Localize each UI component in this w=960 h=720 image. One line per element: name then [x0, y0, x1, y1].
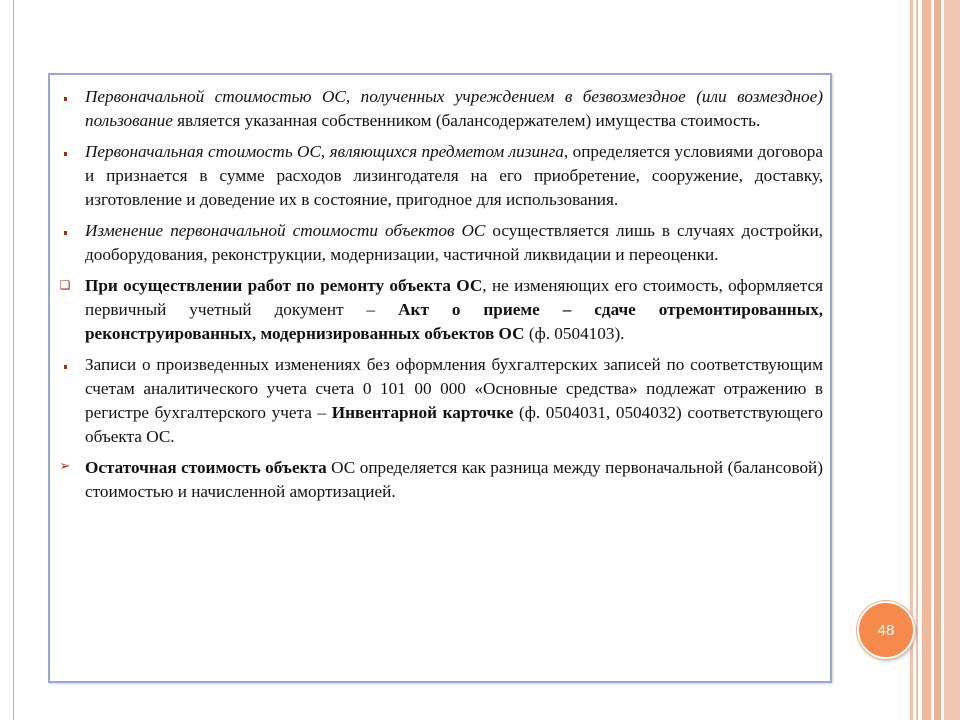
list-item [85, 140, 823, 212]
text-run: Первоначальная стоимость ОС, являющихся предметом лизинга [85, 142, 564, 161]
dot-bullet-icon [57, 85, 73, 109]
text-run: , не изменяющих его стоимость, оформляется первичный учетный документ – [85, 276, 823, 319]
right-stripes-decoration [910, 0, 960, 720]
text-run: При осуществлении работ по ремонту объекта ОС [85, 276, 483, 295]
page-number: 48 [877, 621, 895, 639]
text-run: осуществляется лишь в случаях достройки, дооборудования, реконструкции, модернизации, частичной ликвидации и переоценки. [85, 221, 823, 264]
text-run: (ф. 0504031, 0504032) соответствующего объекта ОС. [85, 403, 824, 446]
text-run: является указанная собственником (балансодержателем) имущества стоимость. [172, 111, 761, 130]
text-run: Изменение первоначальной стоимости объектов ОС [85, 221, 486, 240]
text-run: Первоначальной стоимостью ОС, полученных учреждением в безвозмездное (или возмездное) пользование [85, 87, 823, 130]
text-run: Остаточная стоимость объекта [85, 458, 327, 477]
left-border-decoration [0, 0, 14, 720]
list-item-text [85, 353, 823, 449]
text-run: Акт о приеме – сдаче отремонтированных, реконструированных, модернизированных объектов ОС [85, 300, 824, 343]
arrow-bullet-icon: ➢ [59, 459, 71, 474]
list-item-text [85, 456, 823, 504]
square-bullet-icon: ❏ [59, 278, 71, 292]
dot-bullet-icon [57, 140, 73, 164]
list-item-text [85, 219, 823, 267]
bullet-list [59, 85, 824, 511]
text-run: Записи о произведенных изменениях без оформления бухгалтерских записей по соответствующим счетам аналитического учета счета 0 101 00 000 «Основные средства» подлежат отражению в регистре бухгалтерского учета – [85, 355, 823, 422]
text-run: ОС определяется как разница между первоначальной (балансовой) стоимостью и начисленной амортизацией. [85, 458, 823, 501]
dot-bullet-icon [57, 353, 73, 377]
text-run: (ф. 0504103). [524, 324, 625, 343]
list-item [85, 219, 823, 267]
list-item [85, 85, 823, 133]
list-item [59, 456, 823, 504]
list-item [85, 353, 823, 449]
text-run: , определяется условиями договора и признается в сумме расходов лизингодателя на его приобретение, сооружение, доставку, изготовление и доведение их в состояние, пригодное для использования. [85, 142, 823, 209]
list-item [59, 274, 824, 346]
content-frame [48, 73, 832, 683]
text-run: Инвентарной карточке [331, 403, 514, 422]
list-item-text [85, 274, 823, 346]
list-item-text [85, 85, 823, 133]
page-number-badge [857, 601, 915, 659]
dot-bullet-icon [57, 219, 73, 243]
list-item-text [85, 140, 823, 212]
